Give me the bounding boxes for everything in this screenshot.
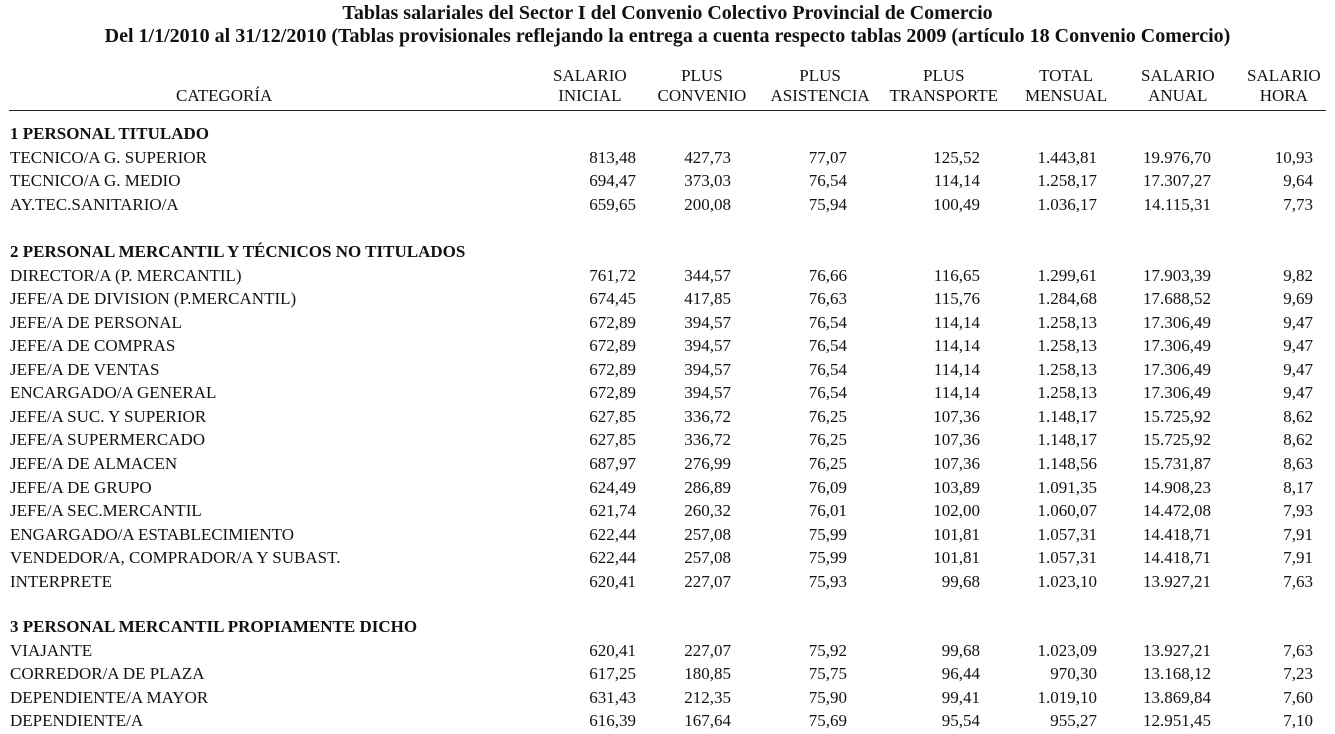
category-cell: VENDEDOR/A, COMPRADOR/A Y SUBAST.: [10, 548, 341, 568]
salario-hora-cell: 7,63: [1283, 640, 1313, 660]
column-header-total-mensual: [1025, 66, 1107, 106]
plus-asistencia-cell: 76,01: [808, 501, 847, 521]
plus-transporte-cell: 107,36: [933, 430, 980, 450]
total-mensual-cell: 1.284,68: [1037, 289, 1097, 309]
column-header-line: CATEGORÍA: [176, 86, 273, 105]
plus-asistencia-cell: 76,54: [808, 359, 847, 379]
table-row: [0, 476, 1335, 499]
category-cell: INTERPRETE: [10, 571, 112, 591]
table-row: [0, 546, 1335, 569]
total-mensual-cell: 955,27: [1050, 711, 1097, 731]
plus-asistencia-cell: 77,07: [808, 147, 847, 167]
category-cell: DEPENDIENTE/A MAYOR: [10, 687, 209, 707]
salario-inicial-cell: 659,65: [589, 194, 636, 214]
column-header-salario-anual: [1141, 66, 1215, 106]
category-cell: DEPENDIENTE/A: [10, 711, 144, 731]
column-header-line: MENSUAL: [1025, 86, 1108, 105]
salario-hora-cell: 8,17: [1283, 477, 1313, 497]
salario-hora-cell: 9,47: [1283, 312, 1313, 332]
table-row: [0, 334, 1335, 357]
column-header-line: HORA: [1259, 86, 1308, 105]
plus-transporte-cell: 99,68: [941, 571, 980, 591]
plus-asistencia-cell: 76,66: [808, 265, 847, 285]
table-row: [0, 639, 1335, 662]
plus-asistencia-cell: 75,92: [808, 640, 847, 660]
category-cell: VIAJANTE: [10, 640, 93, 660]
category-cell: JEFE/A DE PERSONAL: [10, 312, 182, 332]
total-mensual-cell: 1.258,13: [1037, 383, 1097, 403]
plus-transporte-cell: 96,44: [941, 664, 980, 684]
salario-inicial-cell: 624,49: [589, 477, 636, 497]
section-title: 1 PERSONAL TITULADO: [10, 124, 210, 143]
salario-inicial-cell: 631,43: [589, 687, 636, 707]
total-mensual-cell: 1.258,13: [1037, 312, 1097, 332]
salario-hora-cell: 9,82: [1283, 265, 1313, 285]
plus-convenio-cell: 427,73: [684, 147, 731, 167]
category-cell: AY.TEC.SANITARIO/A: [10, 194, 179, 214]
salario-anual-cell: 13.168,12: [1143, 664, 1211, 684]
salario-anual-cell: 19.976,70: [1143, 147, 1211, 167]
table-row: [0, 662, 1335, 685]
plus-asistencia-cell: 76,54: [808, 336, 847, 356]
salario-anual-cell: 13.869,84: [1143, 687, 1211, 707]
plus-transporte-cell: 95,54: [941, 711, 980, 731]
column-header-line: SALARIO: [1247, 66, 1321, 85]
salario-anual-cell: 15.725,92: [1143, 430, 1211, 450]
table-row: [0, 358, 1335, 381]
plus-convenio-cell: 260,32: [684, 501, 731, 521]
total-mensual-cell: 1.060,07: [1037, 501, 1097, 521]
table-row: [0, 570, 1335, 593]
plus-asistencia-cell: 75,93: [808, 571, 847, 591]
column-header-line: ANUAL: [1148, 86, 1208, 105]
plus-convenio-cell: 417,85: [684, 289, 731, 309]
total-mensual-cell: 1.258,13: [1037, 336, 1097, 356]
category-cell: JEFE/A SEC.MERCANTIL: [10, 501, 202, 521]
document-title: Tablas salariales del Sector I del Convenio Colectivo Provincial de Comercio: [342, 2, 993, 24]
salario-hora-cell: 7,63: [1283, 571, 1313, 591]
column-header-line: SALARIO: [1141, 66, 1215, 85]
plus-convenio-cell: 373,03: [684, 171, 731, 191]
salario-anual-cell: 15.725,92: [1143, 406, 1211, 426]
plus-asistencia-cell: 75,75: [808, 664, 847, 684]
plus-asistencia-cell: 76,25: [808, 430, 847, 450]
plus-transporte-cell: 102,00: [933, 501, 980, 521]
salario-hora-cell: 9,47: [1283, 336, 1313, 356]
salario-hora-cell: 9,69: [1283, 289, 1313, 309]
table-row: [0, 193, 1335, 216]
salario-hora-cell: 7,73: [1283, 194, 1313, 214]
plus-convenio-cell: 257,08: [684, 548, 731, 568]
salario-hora-cell: 7,10: [1283, 711, 1313, 731]
salario-hora-cell: 7,91: [1283, 524, 1313, 544]
plus-transporte-cell: 115,76: [933, 289, 980, 309]
plus-convenio-cell: 336,72: [684, 406, 731, 426]
category-cell: CORREDOR/A DE PLAZA: [10, 664, 205, 684]
table-row: [0, 709, 1335, 732]
salario-hora-cell: 8,63: [1283, 453, 1313, 473]
plus-asistencia-cell: 75,99: [808, 548, 847, 568]
plus-transporte-cell: 114,14: [933, 336, 980, 356]
category-cell: DIRECTOR/A (P. MERCANTIL): [10, 265, 242, 285]
salario-inicial-cell: 621,74: [589, 501, 636, 521]
category-cell: JEFE/A DE COMPRAS: [10, 336, 176, 356]
salario-anual-cell: 17.306,49: [1143, 383, 1211, 403]
salario-hora-cell: 9,47: [1283, 383, 1313, 403]
salario-anual-cell: 12.951,45: [1143, 711, 1211, 731]
plus-transporte-cell: 114,14: [933, 312, 980, 332]
total-mensual-cell: 970,30: [1050, 664, 1097, 684]
salario-inicial-cell: 672,89: [589, 359, 636, 379]
plus-asistencia-cell: 75,90: [808, 687, 847, 707]
salario-inicial-cell: 672,89: [589, 312, 636, 332]
total-mensual-cell: 1.258,13: [1037, 359, 1097, 379]
salario-anual-cell: 17.688,52: [1143, 289, 1211, 309]
salario-anual-cell: 17.307,27: [1143, 171, 1211, 191]
total-mensual-cell: 1.258,17: [1037, 171, 1097, 191]
salario-anual-cell: 17.306,49: [1143, 359, 1211, 379]
section-title: 2 PERSONAL MERCANTIL Y TÉCNICOS NO TITULADOS: [10, 242, 466, 261]
total-mensual-cell: 1.023,10: [1037, 571, 1097, 591]
plus-transporte-cell: 101,81: [933, 524, 980, 544]
salario-anual-cell: 13.927,21: [1143, 640, 1211, 660]
table-row: [0, 146, 1335, 169]
category-cell: JEFE/A DE ALMACEN: [10, 453, 178, 473]
salario-hora-cell: 10,93: [1274, 147, 1313, 167]
column-header-plus-transporte: [890, 66, 999, 106]
plus-convenio-cell: 344,57: [684, 265, 731, 285]
salario-anual-cell: 14.115,31: [1143, 194, 1211, 214]
salario-inicial-cell: 674,45: [589, 289, 636, 309]
salario-hora-cell: 8,62: [1283, 406, 1313, 426]
plus-transporte-cell: 100,49: [933, 194, 980, 214]
salario-inicial-cell: 620,41: [589, 571, 636, 591]
salario-anual-cell: 17.903,39: [1143, 265, 1211, 285]
salario-anual-cell: 13.927,21: [1143, 571, 1211, 591]
salario-anual-cell: 17.306,49: [1143, 336, 1211, 356]
table-row: [0, 405, 1335, 428]
plus-convenio-cell: 167,64: [684, 711, 731, 731]
salario-inicial-cell: 620,41: [589, 640, 636, 660]
total-mensual-cell: 1.023,09: [1037, 640, 1097, 660]
salario-hora-cell: 7,91: [1283, 548, 1313, 568]
plus-convenio-cell: 227,07: [684, 640, 731, 660]
category-cell: JEFE/A DE DIVISION (P.MERCANTIL): [10, 289, 297, 309]
salario-inicial-cell: 627,85: [589, 430, 636, 450]
salario-anual-cell: 17.306,49: [1143, 312, 1211, 332]
salario-inicial-cell: 672,89: [589, 383, 636, 403]
table-row: [0, 287, 1335, 310]
category-cell: JEFE/A DE VENTAS: [10, 359, 160, 379]
salario-anual-cell: 14.472,08: [1143, 501, 1211, 521]
plus-asistencia-cell: 76,54: [808, 383, 847, 403]
plus-transporte-cell: 125,52: [933, 147, 980, 167]
column-header-salario-hora: [1247, 66, 1321, 106]
salario-anual-cell: 14.418,71: [1143, 524, 1211, 544]
salario-inicial-cell: 694,47: [589, 171, 636, 191]
plus-convenio-cell: 394,57: [684, 336, 731, 356]
total-mensual-cell: 1.057,31: [1037, 548, 1097, 568]
column-header-line: PLUS: [799, 66, 841, 85]
plus-transporte-cell: 107,36: [933, 453, 980, 473]
column-header-line: INICIAL: [558, 86, 622, 105]
salario-inicial-cell: 627,85: [589, 406, 636, 426]
column-header-salario-inicial: [553, 66, 627, 106]
salario-hora-cell: 9,47: [1283, 359, 1313, 379]
column-header-plus-convenio: [658, 66, 747, 106]
plus-convenio-cell: 212,35: [684, 687, 731, 707]
plus-asistencia-cell: 76,54: [808, 171, 847, 191]
table-row: [0, 686, 1335, 709]
plus-transporte-cell: 107,36: [933, 406, 980, 426]
plus-transporte-cell: 103,89: [933, 477, 980, 497]
table-row: [0, 264, 1335, 287]
salario-hora-cell: 8,62: [1283, 430, 1313, 450]
plus-transporte-cell: 99,41: [941, 687, 980, 707]
plus-convenio-cell: 286,89: [684, 477, 731, 497]
total-mensual-cell: 1.443,81: [1037, 147, 1097, 167]
column-header-line: PLUS: [922, 66, 965, 85]
total-mensual-cell: 1.148,17: [1037, 430, 1097, 450]
column-header-plus-asistencia: [771, 66, 870, 106]
plus-asistencia-cell: 76,09: [808, 477, 847, 497]
plus-convenio-cell: 336,72: [684, 430, 731, 450]
table-row: [0, 169, 1335, 192]
salario-inicial-cell: 617,25: [589, 664, 636, 684]
salario-inicial-cell: 761,72: [589, 265, 636, 285]
category-cell: TECNICO/A G. MEDIO: [10, 171, 181, 191]
total-mensual-cell: 1.148,56: [1037, 453, 1097, 473]
table-row: [0, 428, 1335, 451]
salario-inicial-cell: 622,44: [589, 524, 636, 544]
column-header-categoria: [176, 86, 272, 106]
salario-inicial-cell: 622,44: [589, 548, 636, 568]
salario-anual-cell: 14.418,71: [1143, 548, 1211, 568]
plus-convenio-cell: 394,57: [684, 359, 731, 379]
plus-convenio-cell: 180,85: [684, 664, 731, 684]
plus-asistencia-cell: 75,94: [808, 194, 847, 214]
plus-transporte-cell: 101,81: [933, 548, 980, 568]
plus-asistencia-cell: 76,54: [808, 312, 847, 332]
category-cell: JEFE/A SUC. Y SUPERIOR: [10, 406, 207, 426]
total-mensual-cell: 1.148,17: [1037, 406, 1097, 426]
column-header-line: CONVENIO: [657, 86, 747, 105]
plus-convenio-cell: 276,99: [684, 453, 731, 473]
plus-convenio-cell: 200,08: [684, 194, 731, 214]
salario-anual-cell: 15.731,87: [1143, 453, 1211, 473]
total-mensual-cell: 1.091,35: [1037, 477, 1097, 497]
plus-asistencia-cell: 76,25: [808, 453, 847, 473]
plus-asistencia-cell: 75,99: [808, 524, 847, 544]
salario-hora-cell: 7,93: [1283, 501, 1313, 521]
table-row: [0, 311, 1335, 334]
plus-asistencia-cell: 75,69: [808, 711, 847, 731]
category-cell: JEFE/A SUPERMERCADO: [10, 430, 206, 450]
total-mensual-cell: 1.299,61: [1037, 265, 1097, 285]
plus-convenio-cell: 394,57: [684, 383, 731, 403]
salario-hora-cell: 7,60: [1283, 687, 1313, 707]
table-row: [0, 523, 1335, 546]
plus-transporte-cell: 114,14: [933, 171, 980, 191]
total-mensual-cell: 1.057,31: [1037, 524, 1097, 544]
plus-convenio-cell: 227,07: [684, 571, 731, 591]
table-row: [0, 381, 1335, 404]
column-header-line: PLUS: [681, 66, 723, 85]
header-divider: [9, 110, 1326, 111]
salario-hora-cell: 9,64: [1283, 171, 1313, 191]
salario-hora-cell: 7,23: [1283, 664, 1313, 684]
plus-asistencia-cell: 76,63: [808, 289, 847, 309]
plus-convenio-cell: 257,08: [684, 524, 731, 544]
table-row: [0, 499, 1335, 522]
section-title: 3 PERSONAL MERCANTIL PROPIAMENTE DICHO: [10, 617, 418, 636]
total-mensual-cell: 1.036,17: [1037, 194, 1097, 214]
plus-transporte-cell: 114,14: [933, 383, 980, 403]
table-row: [0, 452, 1335, 475]
total-mensual-cell: 1.019,10: [1037, 687, 1097, 707]
column-header-line: ASISTENCIA: [770, 86, 870, 105]
plus-transporte-cell: 99,68: [941, 640, 980, 660]
column-header-line: TRANSPORTE: [889, 86, 999, 105]
category-cell: ENGARGADO/A ESTABLECIMIENTO: [10, 524, 295, 544]
salario-inicial-cell: 616,39: [589, 711, 636, 731]
column-header-line: TOTAL: [1039, 66, 1094, 85]
plus-convenio-cell: 394,57: [684, 312, 731, 332]
salario-anual-cell: 14.908,23: [1143, 477, 1211, 497]
plus-transporte-cell: 114,14: [933, 359, 980, 379]
salario-inicial-cell: 672,89: [589, 336, 636, 356]
category-cell: TECNICO/A G. SUPERIOR: [10, 147, 207, 167]
column-header-line: SALARIO: [553, 66, 627, 85]
category-cell: ENCARGADO/A GENERAL: [10, 383, 217, 403]
document-subtitle: Del 1/1/2010 al 31/12/2010 (Tablas provisionales reflejando la entrega a cuenta respecto tablas 2009 (artículo 18 Convenio Comercio): [104, 25, 1231, 47]
category-cell: JEFE/A DE GRUPO: [10, 477, 152, 497]
plus-transporte-cell: 116,65: [933, 265, 980, 285]
salario-inicial-cell: 687,97: [589, 453, 636, 473]
plus-asistencia-cell: 76,25: [808, 406, 847, 426]
salario-inicial-cell: 813,48: [589, 147, 636, 167]
